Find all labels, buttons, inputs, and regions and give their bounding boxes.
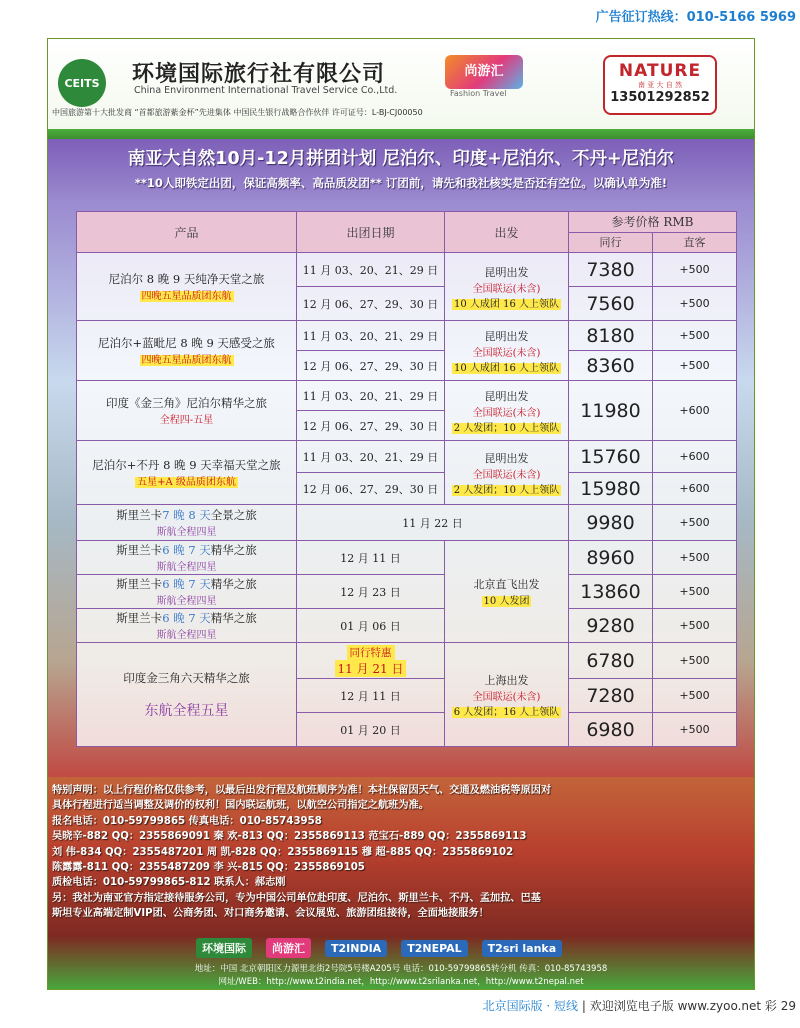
table-row [77,381,737,411]
departure-city: 北京直飞出发 [473,578,540,591]
departure-city: 上海出发 [484,673,529,687]
header-price: 参考价格 RMB [569,212,737,233]
quality-phone: 质检电话：010-59799865-812 联系人：郝志刚 [52,877,286,889]
product-note: 斯航全程四星 [156,630,217,641]
product-cell [77,381,297,441]
divider [48,129,754,139]
product-note: 四晚五星品质团东航 [141,355,232,366]
peer-price: 8960 [569,541,653,575]
product-note: 全程四-五星 [159,415,214,426]
main-section [48,139,754,777]
departure-city: 昆明出发 [484,389,529,403]
ad-hotline: 广告征订热线：010-5166 5969 [595,10,796,25]
date-cell: 12 月 06、27、29、30 日 [297,287,445,321]
company-name-en: China Environment International Travel Service Co.,Ltd. [134,85,398,96]
product-name-part: 精华之旅 [210,577,257,591]
peer-price: 7380 [569,253,653,287]
brand-logo: 尚游汇 [445,55,523,89]
product-note: 斯航全程四星 [156,562,217,573]
product-days: 6 晚 7 天 [162,543,211,557]
special-offer: 同行特惠 [347,645,395,660]
departure-cell [445,541,569,643]
departure-city: 昆明出发 [484,329,529,343]
departure-city: 昆明出发 [484,451,529,465]
group-size: 2 人发团；10 人上领队 [453,484,560,496]
contact-line: 吴晓辛-882 QQ：2355869091 秦 欢-813 QQ：2355869113 范宝石-889 QQ：2355869113 [52,831,527,843]
date-cell: 11 月 03、20、21、29 日 [297,253,445,287]
peer-price: 9980 [569,505,653,541]
disclaimer-line: 特别声明：以上行程价格仅供参考，以最后出发行程及航班顺序为准！本社保留因天气、交通及燃油税等原因对 [52,785,552,796]
header [48,39,754,129]
table-row [77,321,737,351]
peer-price: 6980 [569,713,653,747]
contact-phone: 报名电话：010-59799865 传真电话：010-85743958 [52,815,322,827]
date-cell: 12 月 06、27、29、30 日 [297,473,445,505]
date-cell: 12 月 11 日 [297,541,445,575]
peer-price: 9280 [569,609,653,643]
date-cell: 11 月 03、20、21、29 日 [297,441,445,473]
notice: **10人即铁定出团，保证高频率、高品质发团** 订团前，请先和我社核实是否还有空位。以确认单为准! [134,176,668,190]
product-name-part: 精华之旅 [210,543,257,557]
direct-price: +500 [653,643,737,679]
peer-price: 13860 [569,575,653,609]
product-cell [77,575,297,609]
direct-price: +500 [653,321,737,351]
product-cell [77,321,297,381]
product-days: 6 晚 7 天 [162,611,211,625]
company-logo-icon [58,59,106,107]
group-size: 2 人发团；10 人上领队 [453,422,560,434]
direct-price: +500 [653,505,737,541]
company-name-cn: 环境国际旅行社有限公司 [132,62,386,87]
peer-price: 8180 [569,321,653,351]
product-note: 东航全程五星 [144,702,229,719]
direct-price: +500 [653,713,737,747]
partner-logo: T2NEPAL [401,940,467,957]
date-cell: 11 月 22 日 [297,505,569,541]
site-info: | 欢迎浏览电子版 www.zyoo.net 彩 29 [581,999,796,1013]
date-cell: 01 月 20 日 [297,713,445,747]
product-cell [77,643,297,747]
product-cell [77,541,297,575]
departure-note: 全国联运(未含) [472,347,541,359]
departure-note: 全国联运(未含) [472,469,541,481]
direct-price: +500 [653,351,737,381]
group-size: 10 人成团 16 人上领队 [454,298,559,310]
group-size: 6 人发团；16 人上领队 [453,706,560,718]
group-size: 10 人发团 [483,596,530,607]
product-cell [77,609,297,643]
product-note: 斯航全程四星 [156,596,217,607]
special-date: 11 月 21 日 [335,660,407,677]
departure-cell [445,321,569,381]
page-title: 南亚大自然10月-12月拼团计划 尼泊尔、印度+尼泊尔、不丹+尼泊尔 [127,149,675,169]
product-days: 6 晚 7 天 [162,577,211,591]
product-name [77,542,296,558]
departure-city: 昆明出发 [484,265,529,279]
peer-price: 7560 [569,287,653,321]
header-peer-price: 同行 [569,232,653,253]
company-credentials: 中国旅游第十大批发商 “首都旅游紫金杯”先进集体 中国民生银行战略合作伙伴 许可证号：L-BJ-CJ00050 [52,108,423,117]
table-row [77,575,737,609]
table-row [77,253,737,287]
header-direct-price: 直客 [653,232,737,253]
product-name: 印度金三角六天精华之旅 [123,670,250,685]
product-name: 尼泊尔+不丹 8 晚 9 天幸福天堂之旅 [92,458,281,472]
contact-line: 刘 伟-834 QQ：2355487201 周 凯-828 QQ：2355869115 穆 超-885 QQ：2355869102 [52,846,514,858]
table-row [77,441,737,473]
direct-price: +500 [653,287,737,321]
product-name [77,507,296,523]
product-name-part: 斯里兰卡 [116,611,163,625]
product-cell [77,505,297,541]
header-date: 出团日期 [297,212,445,253]
product-name-part: 全景之旅 [210,508,257,522]
departure-note: 全国联运(未含) [472,407,541,419]
peer-price: 8360 [569,351,653,381]
date-cell: 01 月 06 日 [297,609,445,643]
footer-section [48,777,754,989]
product-cell [77,441,297,505]
product-name: 尼泊尔 8 晚 9 天纯净天堂之旅 [108,272,265,286]
direct-price: +500 [653,541,737,575]
peer-price: 11980 [569,381,653,441]
product-note: 四晚五星品质团东航 [141,291,232,302]
service-line: 另：我社为南亚官方指定接待服务公司，专为中国公司单位赴印度、尼泊尔、斯里兰卡、不丹、孟加拉、巴基 [52,892,541,904]
product-days: 7 晚 8 天 [162,508,211,522]
product-name-part: 斯里兰卡 [116,543,163,557]
direct-price: +500 [653,609,737,643]
peer-price: 15980 [569,473,653,505]
table-row [77,541,737,575]
product-name: 尼泊尔+蓝毗尼 8 晚 9 天感受之旅 [98,336,275,350]
product-name: 印度《金三角》尼泊尔精华之旅 [106,396,267,410]
website: 网址/WEB：http://www.t2india.net，http://www.t2srilanka.net，http://www.t2nepal.net [218,977,584,987]
direct-price: +500 [653,679,737,713]
table-row [77,609,737,643]
service-line: 斯坦专业高端定制VIP团、公商务团、对口商务邀请、会议展览、旅游团组接待，全面地接服务！ [52,908,489,920]
partner-logos [196,937,562,959]
itinerary-table [76,211,736,771]
date-cell: 12 月 23 日 [297,575,445,609]
product-name-part: 精华之旅 [210,611,257,625]
nature-name: NATURE [618,61,702,81]
product-note: 斯航全程四星 [156,527,217,538]
address: 地址：中国 北京朝阳区力源里北街2号院5号楼A205号 电话：010-59799865转分机 传真：010-85743958 [194,964,608,974]
product-name-part: 斯里兰卡 [116,577,163,591]
peer-price: 15760 [569,441,653,473]
product-name [77,610,296,626]
peer-price: 6780 [569,643,653,679]
departure-note: 全国联运(未含) [472,691,541,703]
product-cell [77,253,297,321]
magazine-name: 北京国际版 · 短线 [482,999,579,1013]
date-cell: 12 月 11 日 [297,679,445,713]
brand-subtitle: Fashion Travel [450,89,507,98]
peer-price: 7280 [569,679,653,713]
direct-price: +500 [653,253,737,287]
disclaimer-line: 具体行程进行适当调整及调价的权利！国内联运航班，以航空公司指定之航班为准。 [52,800,429,812]
partner-logo: T2INDIA [325,940,387,957]
date-cell: 12 月 06、27、29、30 日 [297,351,445,381]
page-footer [420,997,796,1014]
direct-price: +600 [653,381,737,441]
ad-page [47,38,755,990]
contact-line: 陈露露-811 QQ：2355487209 李 兴-815 QQ：2355869105 [52,862,365,874]
direct-price: +500 [653,575,737,609]
logo-text: CEITS [64,76,100,90]
departure-cell [445,441,569,505]
header-product: 产品 [77,212,297,253]
table-row [77,643,737,679]
partner-logo: 环境国际 [196,938,252,958]
notes [52,783,752,922]
nature-phone: 13501292852 [610,90,710,105]
departure-cell [445,253,569,321]
date-cell: 12 月 06、27、29、30 日 [297,411,445,441]
direct-price: +600 [653,441,737,473]
product-note: 五星+A 级品质团东航 [137,477,236,488]
product-name-part: 斯里兰卡 [116,508,163,522]
table-row [77,505,737,541]
departure-cell [445,381,569,441]
departure-cell [445,643,569,747]
partner-logo: 尚游汇 [266,938,311,958]
group-size: 10 人成团 16 人上领队 [454,362,559,374]
header-departure: 出发 [445,212,569,253]
nature-badge [603,55,717,115]
date-cell: 11 月 03、20、21、29 日 [297,321,445,351]
departure-note: 全国联运(未含) [472,283,541,295]
nature-subtitle: 南 亚 大 自 然 [638,81,682,89]
date-cell: 11 月 03、20、21、29 日 [297,381,445,411]
direct-price: +600 [653,473,737,505]
product-name [77,576,296,592]
partner-logo: T2sri lanka [482,940,563,957]
date-cell [297,643,445,679]
